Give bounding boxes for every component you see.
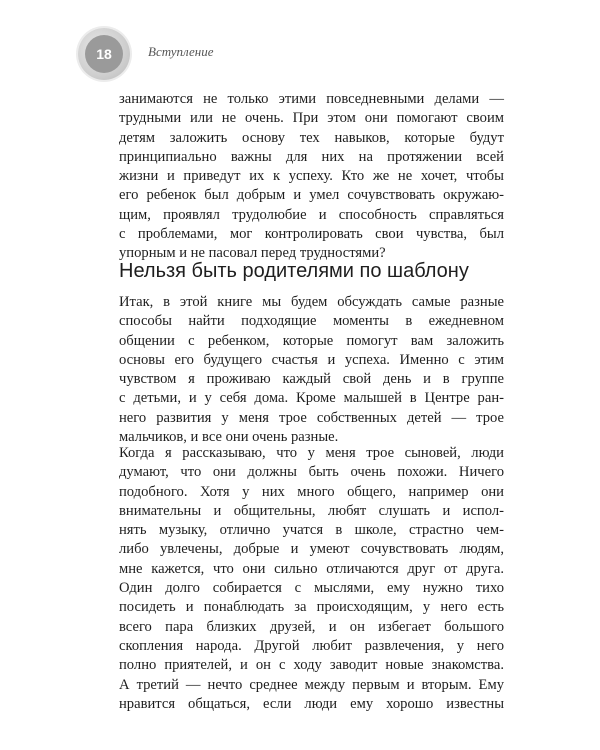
text-line: его ребенок был добрым и умел сочувствовать окружаю- — [119, 187, 504, 204]
text-line: Итак, в этой книге мы будем обсуждать самые разные — [119, 294, 504, 310]
text-line: занимаются не только этими повседневными делами — — [119, 91, 504, 107]
text-line: с детьми, и у себя дома. Кроме малышей в Центре ран- — [119, 390, 504, 407]
text-line: принципиально важны для них на протяжении всей — [119, 148, 504, 165]
text-line: подобного. Хотя у них много общего, например они — [119, 483, 504, 500]
text-line: общении с ребенком, которые помогут вам заложить — [119, 332, 504, 349]
section-heading: Нельзя быть родителями по шаблону — [119, 260, 469, 282]
text-line: чувством я проживаю каждый свой день и в группе — [119, 371, 504, 388]
running-header: Вступление — [148, 44, 214, 59]
text-line: посидеть и понаблюдать за происходящим, у него есть — [119, 599, 504, 616]
text-line: думают, что они должны быть очень похожи. Ничего — [119, 464, 504, 481]
text-line: него развития у меня трое собственных детей — трое — [119, 409, 504, 426]
text-line: нять музыку, отлично учатся в школе, страстно чем- — [119, 522, 504, 539]
paragraph — [119, 293, 504, 447]
text-line: с проблемами, мог контролировать свои чувства, был — [119, 226, 504, 243]
paragraph-continued — [119, 90, 504, 264]
text-line: основы его будущего счастья и успеха. Именно с этим — [119, 351, 504, 368]
text-line: Когда я рассказываю, что у меня трое сыновей, люди — [119, 445, 504, 461]
page-number: 18 — [96, 46, 112, 62]
text-line: способы найти подходящие моменты в ежедневном — [119, 313, 504, 330]
paragraph — [119, 444, 504, 714]
text-line: детям заложить основу тех навыков, которые будут — [119, 129, 504, 146]
text-line: трудными или не очень. При этом они помогают своим — [119, 110, 504, 127]
page-number-circle — [85, 35, 123, 73]
text-line: щим, проявлял трудолюбие и способность справляться — [119, 206, 504, 223]
text-line: мне кажется, что они сильно отличаются друг от друга. — [119, 560, 504, 577]
text-line: Один долго собирается с мыслями, ему нужно тихо — [119, 580, 504, 597]
page-number-badge — [78, 28, 130, 80]
text-line: внимательны и общительны, любят слушать и испол- — [119, 502, 504, 519]
text-line: полно приятелей, и он с ходу заводит новые знакомства. — [119, 657, 504, 674]
text-line: скопления народа. Другой любит развлечения, у него — [119, 637, 504, 654]
text-line: мальчиков, и все они очень разные. — [119, 429, 339, 446]
text-line: А третий — нечто среднее между первым и вторым. Ему — [119, 676, 504, 693]
text-line: жизни и приведут их к успеху. Кто же не хочет, чтобы — [119, 168, 504, 185]
text-line: всего пара близких друзей, и он избегает большого — [119, 618, 504, 635]
text-line: упорным и не пасовал перед трудностями? — [119, 245, 386, 262]
text-line: либо увлечены, добрые и умеют сочувствовать людям, — [119, 541, 504, 558]
text-line: нравится общаться, если люди ему хорошо известны — [119, 695, 504, 712]
